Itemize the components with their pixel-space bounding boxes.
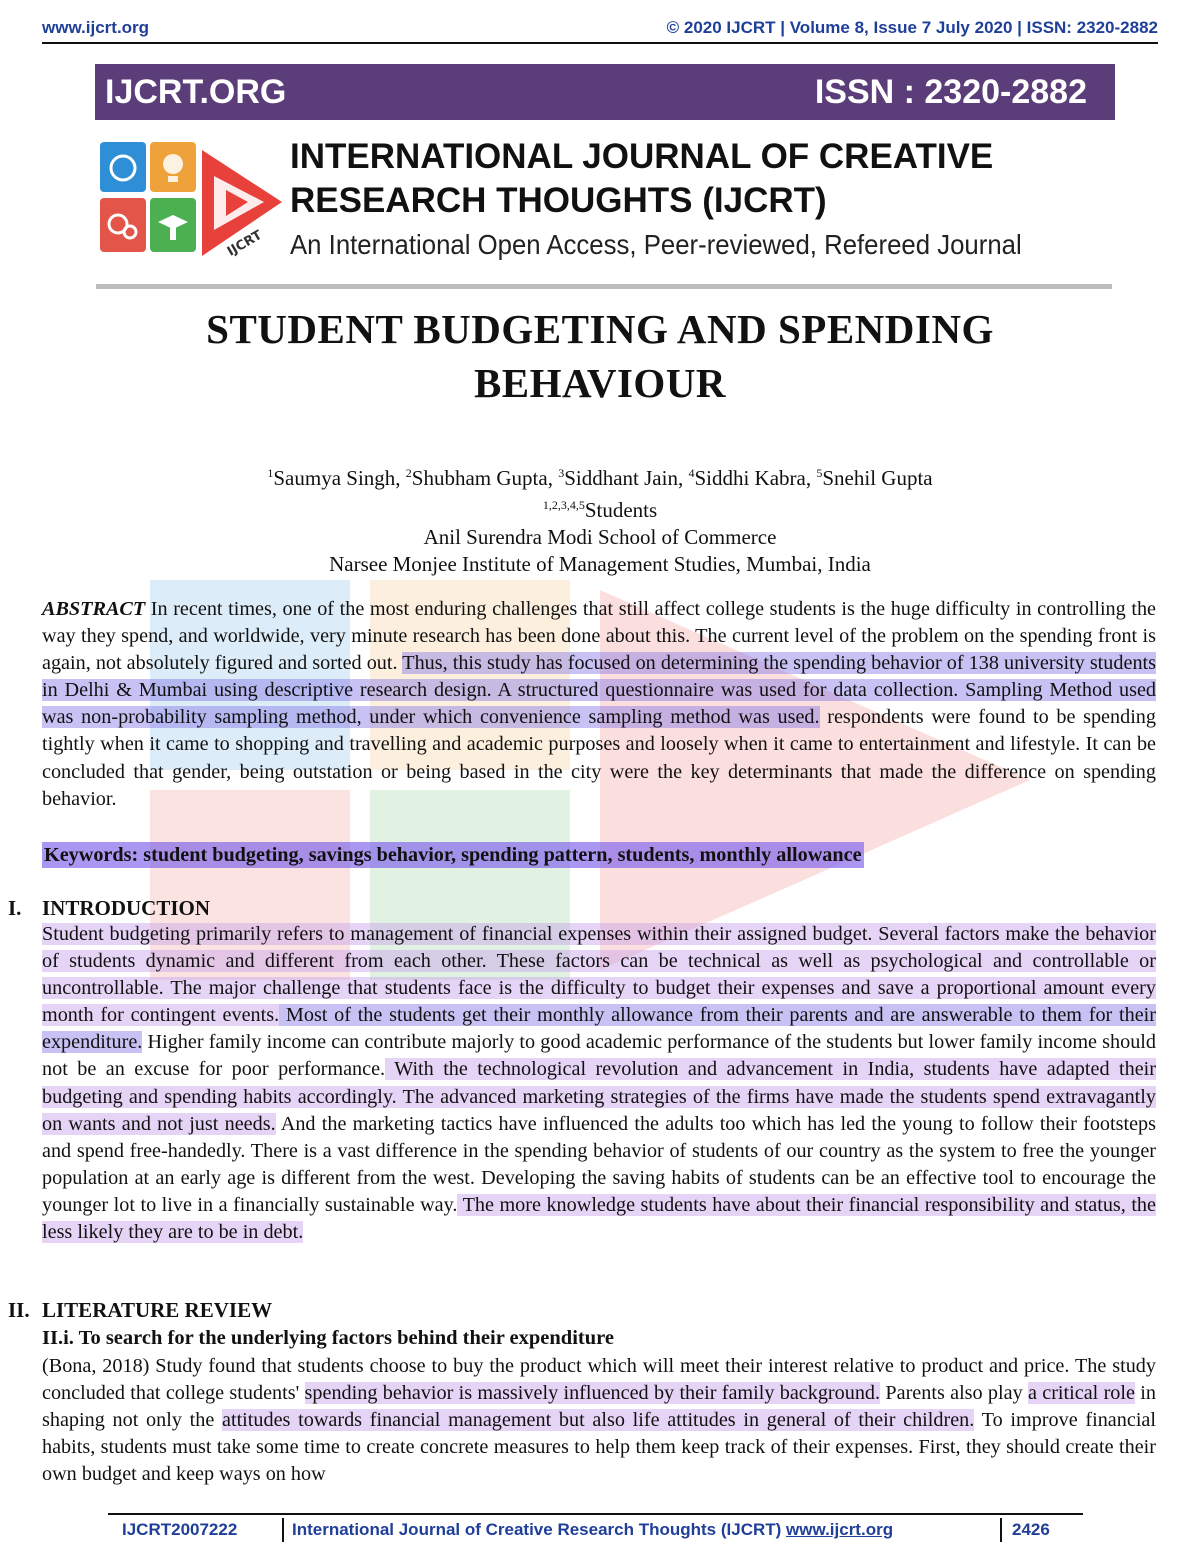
- author-name: Siddhi Kabra,: [694, 466, 817, 490]
- author-role-label: Students: [584, 498, 658, 522]
- section-title: LITERATURE REVIEW: [42, 1298, 273, 1322]
- lit-highlight: a critical role: [1027, 1382, 1135, 1405]
- intro-highlight-strong: Most of the students get their monthly allowance from their parents and are answerable to them for their expenditure.: [42, 1004, 1157, 1054]
- title-line-2: BEHAVIOUR: [473, 360, 727, 406]
- section-title: INTRODUCTION: [42, 896, 211, 920]
- header-issue-info: © 2020 IJCRT | Volume 8, Issue 7 July 2020 | ISSN: 2320-2882: [666, 18, 1158, 37]
- abstract-label: ABSTRACT: [42, 598, 146, 620]
- abstract-paragraph: [42, 596, 1156, 813]
- lit-text: (Bona, 2018) Study found that students choose to buy the product which will meet their interest relative to product and price. The study concluded that college students': [42, 1355, 1156, 1405]
- page-footer: [122, 1518, 1072, 1544]
- section-number: II.: [8, 1298, 30, 1322]
- lit-text: in shaping not only the: [42, 1382, 1156, 1432]
- page-number: 2426: [1012, 1520, 1050, 1539]
- footer-divider: [108, 1513, 1083, 1515]
- intro-text: Higher family income can contribute majorly to good academic performance of the students but lower family income should not be an excuse for poor performance.: [42, 1031, 1156, 1081]
- author-name: Siddhant Jain,: [564, 466, 689, 490]
- banner-site-label: IJCRT.ORG: [105, 73, 287, 111]
- journal-banner: [95, 64, 1115, 120]
- author-name: Shubham Gupta,: [411, 466, 559, 490]
- literature-paragraph: [42, 1353, 1156, 1488]
- introduction-paragraph: [42, 921, 1156, 1246]
- lit-text: To improve financial habits, students must take some time to create concrete measures to help them keep track of their expenses. First, they should create their own budget and keep ways on how: [42, 1409, 1157, 1486]
- author-sup: 4: [688, 466, 695, 480]
- footer-journal: [292, 1520, 893, 1540]
- literature-heading: [8, 1298, 272, 1323]
- abstract-text: respondents were found to be spending tightly when it came to shopping and travelling and academic purposes and loosely when it came to entertainment and lifestyle. It can be concluded that gender, being outstation or being based in the city were the key determinants that made the difference on spending behavior.: [42, 706, 1156, 810]
- author-sup: 2: [405, 466, 412, 480]
- title-line-1: STUDENT BUDGETING AND SPENDING: [206, 306, 994, 352]
- author-role: [0, 492, 1200, 524]
- footer-paper-id: IJCRT2007222: [122, 1520, 238, 1539]
- intro-highlight: The more knowledge students have about their financial responsibility and status, the less likely they are to be in debt.: [42, 1193, 1156, 1244]
- author-name: Saumya Singh,: [273, 466, 406, 490]
- journal-masthead: [290, 135, 1120, 267]
- author-role-sup: 1,2,3,4,5: [542, 498, 585, 512]
- abstract-highlight: Thus, this study has focused on determining the spending behavior of 138 university students in Delhi & Mumbai using descriptive research design. A structured questionnaire was used for data collection. Sampling Method used was non-probability sampling method, under which convenience sampling method was used.: [42, 652, 1156, 729]
- author-block: [0, 460, 1200, 578]
- header-site[interactable]: www.ijcrt.org: [42, 18, 150, 37]
- section-number: I.: [8, 896, 22, 920]
- masthead-divider: [96, 284, 1112, 289]
- banner-issn-label: ISSN : 2320-2882: [814, 73, 1087, 111]
- author-institute: Narsee Monjee Institute of Management Studies, Mumbai, India: [329, 552, 871, 576]
- logo-mark-text: IJCRT: [224, 227, 265, 260]
- page-header: [42, 14, 1158, 44]
- footer-link[interactable]: www.ijcrt.org: [786, 1520, 894, 1539]
- intro-highlight: With the technological revolution and advancement in India, students have adapted their budgeting and spending habits accordingly. The advanced marketing strategies of the firms have made the students spend extravagantly on wants and not just needs.: [42, 1058, 1156, 1135]
- intro-highlight: Student budgeting primarily refers to management of financial expenses within their assigned budget. Several factors make the behavior of students dynamic and different from each other. These factors can be technical as well as psychological and controllable or uncontrollable. The major challenge that students face is the difficulty to budget their expenses and save a proportional amount every month for contingent events.: [42, 923, 1156, 1027]
- keywords-line: Keywords: student budgeting, savings behavior, spending pattern, students, monthly allowance: [44, 844, 862, 866]
- footer-separator: [282, 1518, 284, 1542]
- footer-separator: [1000, 1518, 1002, 1542]
- intro-text: And the marketing tactics have influenced the adults too which has led the young to follow their footsteps and spend free-handedly. There is a vast difference in the spending behavior of students of our country as the system to free the younger population at an early age is different from the west. Developing the saving habits of students can be an effective tool to encourage the younger lot to live in a financially sustainable way.: [42, 1112, 1156, 1216]
- literature-subheading: II.i. To search for the underlying factors behind their expenditure: [42, 1327, 614, 1349]
- introduction-heading: [8, 896, 210, 921]
- author-sup: 1: [267, 466, 274, 480]
- lit-highlight: attitudes towards financial management but also life attitudes in general of their children.: [222, 1409, 975, 1432]
- author-school: Anil Surendra Modi School of Commerce: [423, 525, 777, 549]
- author-names: [0, 460, 1200, 492]
- ijcrt-logo-icon: [96, 136, 286, 266]
- author-name: Snehil Gupta: [822, 466, 933, 490]
- footer-journal-name: International Journal of Creative Research Thoughts (IJCRT): [292, 1520, 787, 1539]
- author-sup: 5: [816, 466, 823, 480]
- abstract-text: In recent times, one of the most enduring challenges that still affect college students is the huge difficulty in controlling the way they spend, and worldwide, very minute research has been done about this. The current level of the problem on the spending front is again, not absolutely figured and sorted out.: [42, 598, 1156, 675]
- lit-highlight: spending behavior is massively influenced by their family background.: [304, 1382, 881, 1405]
- masthead-line1: INTERNATIONAL JOURNAL OF CREATIVE: [290, 137, 994, 176]
- paper-title: [100, 302, 1100, 410]
- author-sup: 3: [558, 466, 565, 480]
- masthead-line2: RESEARCH THOUGHTS (IJCRT): [290, 181, 827, 220]
- masthead-tagline: An International Open Access, Peer-reviewed, Refereed Journal: [290, 229, 1022, 260]
- lit-text: Parents also play: [880, 1382, 1028, 1405]
